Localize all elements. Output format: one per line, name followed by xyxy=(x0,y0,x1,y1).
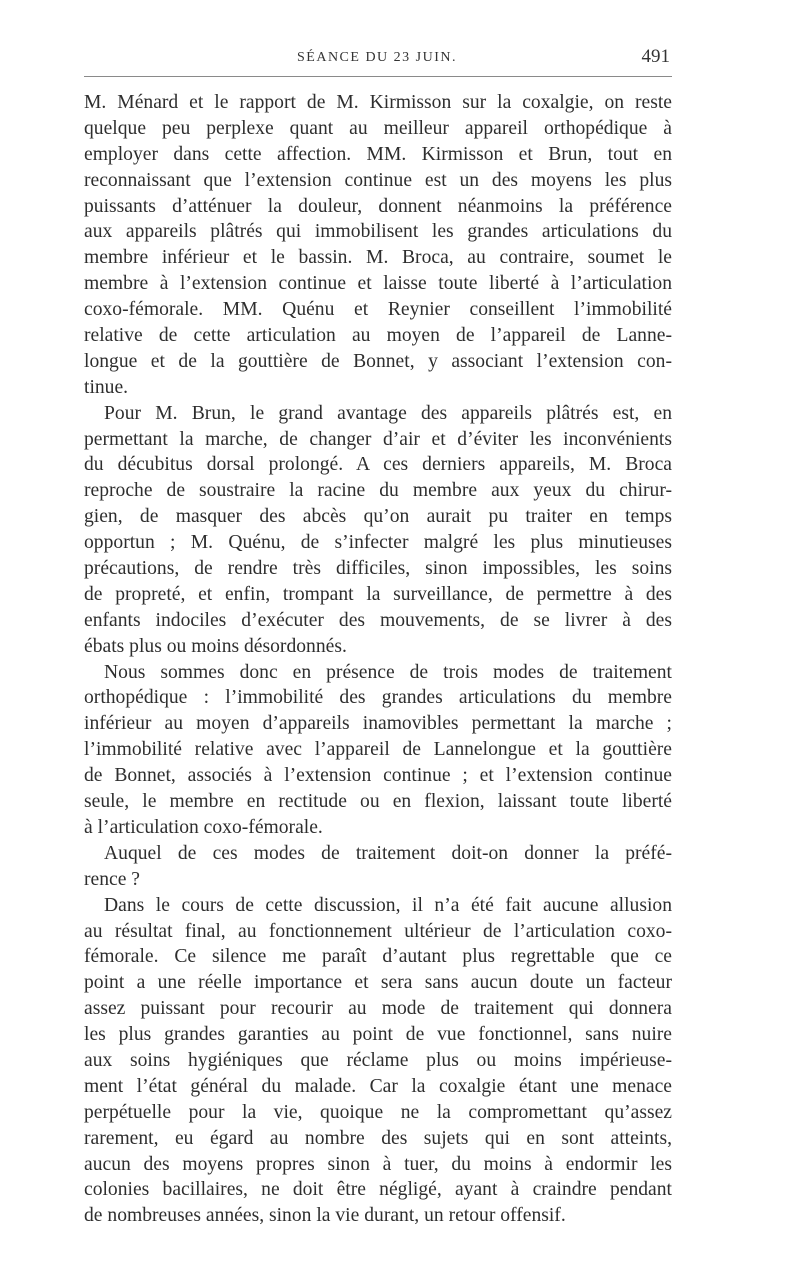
text-line: reconnaissant que l’extension continue est un des moyens les plus xyxy=(84,169,672,191)
text-line: ébats plus ou moins désordonnés. xyxy=(84,635,347,657)
text-line: de propreté, et enfin, trompant la surveillance, de permettre à des xyxy=(84,583,672,605)
text-line: rarement, eu égard au nombre des sujets qui en sont atteints, xyxy=(84,1127,672,1149)
running-title: SÉANCE DU 23 JUIN. xyxy=(297,50,457,65)
paragraph xyxy=(84,893,672,1230)
text-line: du décubitus dorsal prolongé. A ces derniers appareils, M. Broca xyxy=(84,454,672,476)
text-line: Dans le cours de cette discussion, il n’a été fait aucune allusion xyxy=(104,894,672,916)
text-line: de nombreuses années, sinon la vie durant, un retour offensif. xyxy=(84,1205,566,1227)
text-line: permettant la marche, de changer d’air et d’éviter les inconvénients xyxy=(84,428,672,450)
text-line: aux soins hygiéniques que réclame plus ou moins impérieuse- xyxy=(84,1049,672,1071)
text-line: quelque peu perplexe quant au meilleur appareil orthopédique à xyxy=(84,117,672,139)
text-line: les plus grandes garanties au point de vue fonctionnel, sans nuire xyxy=(84,1024,672,1046)
text-line: point a une réelle importance et sera sans aucun doute un facteur xyxy=(84,972,672,994)
paragraph xyxy=(84,660,672,841)
paragraph xyxy=(84,90,672,401)
text-line: puissants d’atténuer la douleur, donnent néanmoins la préférence xyxy=(84,195,672,217)
text-line: inférieur au moyen d’appareils inamovibles permettant la marche ; xyxy=(84,713,672,735)
text-line: Pour M. Brun, le grand avantage des appareils plâtrés est, en xyxy=(104,402,672,424)
text-line: tinue. xyxy=(84,376,129,398)
paragraph xyxy=(84,401,672,660)
text-line: orthopédique : l’immobilité des grandes articulations du membre xyxy=(84,687,672,709)
text-line: Auquel de ces modes de traitement doit-on donner la préfé- xyxy=(104,842,672,864)
text-line: de Bonnet, associés à l’extension continue ; et l’extension continue xyxy=(84,765,672,787)
text-line: colonies bacillaires, ne doit être négligé, ayant à craindre pendant xyxy=(84,1179,672,1201)
text-line: membre inférieur et le bassin. M. Broca, au contraire, soumet le xyxy=(84,247,672,269)
text-line: employer dans cette affection. MM. Kirmisson et Brun, tout en xyxy=(84,143,672,165)
header-rule xyxy=(84,76,672,77)
text-line: membre à l’extension continue et laisse toute liberté à l’articulation xyxy=(84,273,672,295)
text-line: rence ? xyxy=(84,868,141,890)
running-head xyxy=(84,46,670,72)
text-line: opportun ; M. Quénu, de s’infecter malgré les plus minutieuses xyxy=(84,532,672,554)
text-line: coxo-fémorale. MM. Quénu et Reynier conseillent l’immobilité xyxy=(84,299,672,321)
text-line: au résultat final, au fonctionnement ultérieur de l’articulation coxo- xyxy=(84,920,672,942)
text-line: gien, de masquer des abcès qu’on aurait pu traiter en temps xyxy=(84,506,672,528)
paragraph xyxy=(84,841,672,893)
text-line: enfants indociles d’exécuter des mouvements, de se livrer à des xyxy=(84,609,672,631)
text-line: aux appareils plâtrés qui immobilisent les grandes articulations du xyxy=(84,221,672,243)
page-number: 491 xyxy=(641,46,670,67)
text-line: M. Ménard et le rapport de M. Kirmisson sur la coxalgie, on reste xyxy=(84,92,672,113)
text-line: seule, le membre en rectitude ou en flexion, laissant toute liberté xyxy=(84,791,672,813)
text-line: longue et de la gouttière de Bonnet, y associant l’extension con- xyxy=(84,350,672,372)
text-line: perpétuelle pour la vie, quoique ne la compromettant qu’assez xyxy=(84,1101,672,1123)
text-line: l’immobilité relative avec l’appareil de Lannelongue et la gouttière xyxy=(84,739,672,761)
text-line: à l’articulation coxo-fémorale. xyxy=(84,816,323,838)
text-line: aucun des moyens propres sinon à tuer, du moins à endormir les xyxy=(84,1153,672,1175)
text-line: assez puissant pour recourir au mode de traitement qui donnera xyxy=(84,998,672,1020)
text-line: Nous sommes donc en présence de trois modes de traitement xyxy=(104,661,672,683)
body-text xyxy=(84,90,672,1229)
text-line: fémorale. Ce silence me paraît d’autant plus regrettable que ce xyxy=(84,946,672,968)
text-line: relative de cette articulation au moyen de l’appareil de Lanne- xyxy=(84,325,672,347)
text-line: précautions, de rendre très difficiles, sinon impossibles, les soins xyxy=(84,558,672,580)
text-line: reproche de soustraire la racine du membre aux yeux du chirur- xyxy=(84,480,672,502)
text-line: ment l’état général du malade. Car la coxalgie étant une menace xyxy=(84,1075,672,1097)
